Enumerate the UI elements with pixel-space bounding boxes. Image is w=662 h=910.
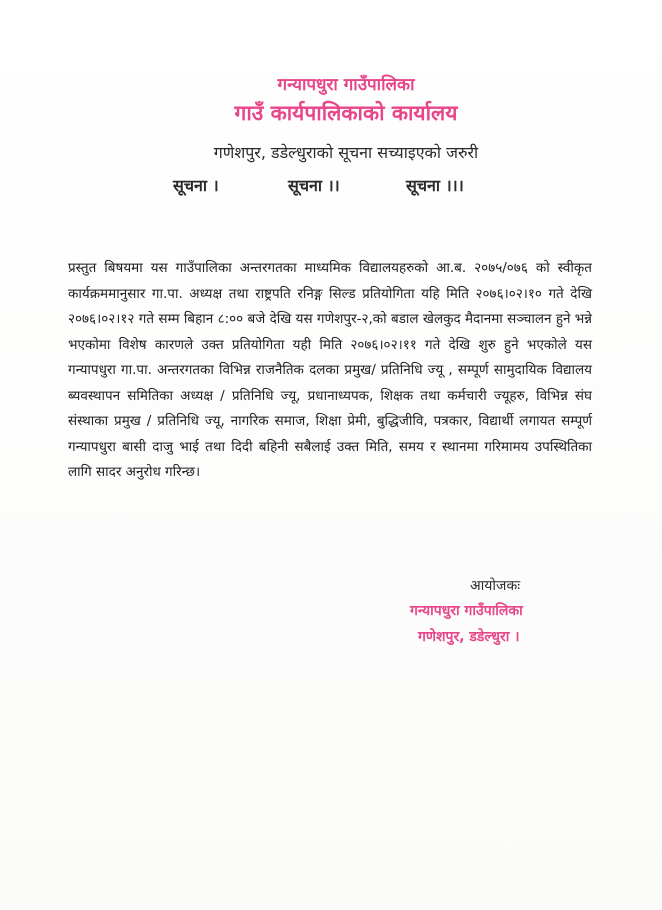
- municipality-name: गन्यापधुरा गाउँपालिका: [277, 75, 415, 95]
- notice-heading-3: सूचना ।।।: [406, 176, 464, 195]
- notice-heading-1: सूचना ।: [173, 176, 219, 195]
- notice-subject: गणेशपुर, डडेल्धुराको सूचना सच्याइएको जरुरी: [213, 143, 479, 162]
- organizer-label: आयोजकः: [470, 578, 521, 594]
- notice-heading-row: [0, 174, 662, 200]
- notice-heading-2: सूचना ।।: [288, 176, 340, 195]
- letterhead: [0, 72, 662, 166]
- organizer-name: गन्यापधुरा गाउँपालिका: [410, 603, 523, 619]
- office-name: गाउँ कार्यपालिकाको कार्यालय: [234, 101, 458, 125]
- notice-body-paragraph: प्रस्तुत बिषयमा यस गाउँपालिका अन्तरगतका माध्यमिक विद्यालयहरुको आ.ब. २०७५/०७६ को स्वीकृत कार्यक्रममानुसार गा.पा. अध्यक्ष तथा राष्ट्रपति रनिङ्ग सिल्ड प्रतियोगिता यहि मिति २०७६।०२।१० गते देखि २०७६।०२।१२ गते सम्म बिहान ८:०० बजे देखि यस गणेशपुर-२,को बडाल खेलकुद मैदानमा सञ्चालन हुने भन्ने भएकोमा विशेष कारणले उक्त प्रतियोगिता यही मिति २०७६।०२।११ गते देखि शुरु हुने भएकोले यस गन्यापधुरा गा.पा. अन्तरगतका विभिन्न राजनैतिक दलका प्रमुख/ प्रतिनिधि ज्यू , सम्पूर्ण सामुदायिक विद्यालय ब्यवस्थापन समितिका अध्यक्ष / प्रतिनिधि ज्यू, प्रधानाध्यपक, शिक्षक तथा कर्मचारी ज्यूहरु, विभिन्न संघ संस्थाका प्रमुख / प्रतिनिधि ज्यू, नागरिक समाज, शिक्षा प्रेमी, बुद्धिजीवि, पत्रकार, विद्यार्थी लगायत सम्पूर्ण गन्यापधुरा बासी दाजु भाई तथा दिदी बहिनी सबैलाई उक्त मिति, समय र स्थानमा गरिमामय उपस्थितिका लागि सादर अनुरोध गरिन्छ।: [68, 260, 592, 480]
- organizer-address: गणेशपुर, डडेल्धुरा ।: [418, 629, 520, 645]
- signature-block: [410, 574, 640, 650]
